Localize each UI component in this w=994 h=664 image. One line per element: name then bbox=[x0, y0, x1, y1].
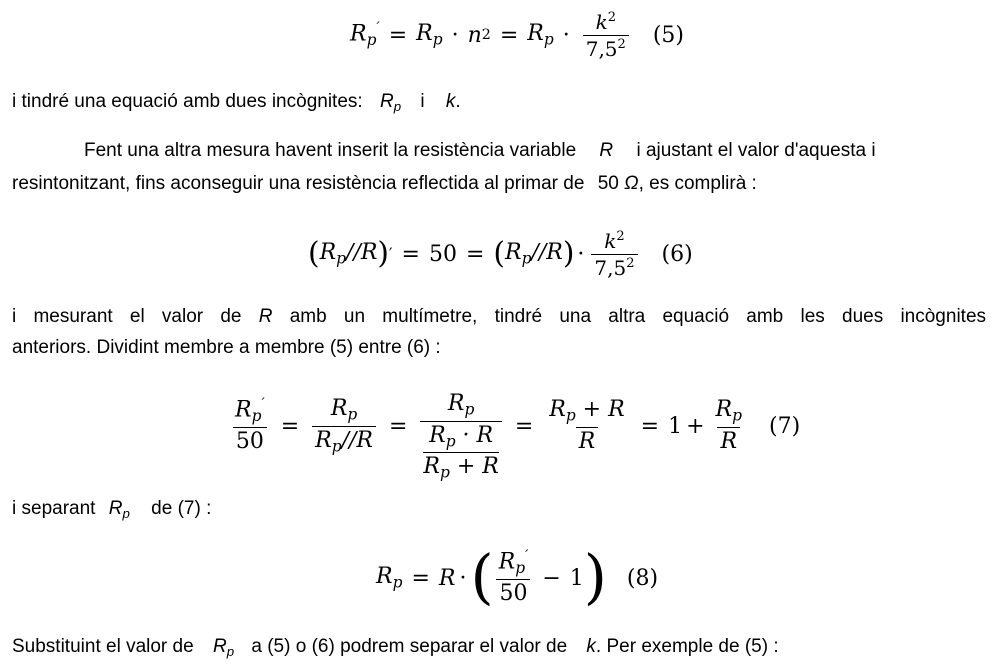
equation-7-tag: (7) bbox=[768, 413, 801, 439]
paragraph-line-7: Substituint el valor de $R_p$ a (5) o (6) podrem separar el valor de k. Per exemple de (5) : bbox=[12, 636, 779, 659]
equation-8: $R_p$ = R · ( $\frac{R_p'}{50}$ − 1 ) (8) bbox=[376, 543, 659, 613]
equation-6-tag: (6) bbox=[661, 241, 693, 267]
equation-5-tag: (5) bbox=[652, 22, 684, 48]
paragraph-line-2: Fent una altra mesura havent inserit la resistència variable R i ajustant el valor d'aquesta i bbox=[84, 140, 876, 161]
paragraph-line-6: i separant $R_p$ de (7) : bbox=[12, 498, 212, 521]
paragraph-line-4: i mesurant el valor de R amb un multímetre, tindré una altra equació amb les dues incògnites bbox=[12, 306, 987, 327]
paragraph-line-1: i tindré una equació amb dues incògnites: $R_p$ i k. bbox=[12, 91, 461, 114]
equation-6: ( $R_p∕∕R$ ) ′ = 50 = ( $R_p∕∕R$ ) · $\frac{k^2}{7,5^2}$ (6) bbox=[308, 228, 693, 280]
paragraph-line-3: resintonitzant, fins aconseguir una resistència reflectida al primar de 50 Ω, es complirà : bbox=[12, 173, 757, 194]
equation-8-tag: (8) bbox=[626, 565, 659, 591]
paragraph-line-5: anteriors. Dividint membre a membre (5) entre (6) : bbox=[12, 337, 441, 358]
equation-7: $\frac{R_p'}{50}$ = $\frac{R_p}{R_p∕∕R}$ = $R_p$ $R_p \cdot R$ $R_p + R$ = $\frac{R_p + R}{R}$ = 1 + $\frac{R_p}{R}$ (7) bbox=[228, 378, 800, 474]
equation-5: $R_p'$ = $R_p$ · n 2 = $R_p$ · $\frac{k^2}{7,5^2}$ (5) bbox=[350, 9, 684, 61]
